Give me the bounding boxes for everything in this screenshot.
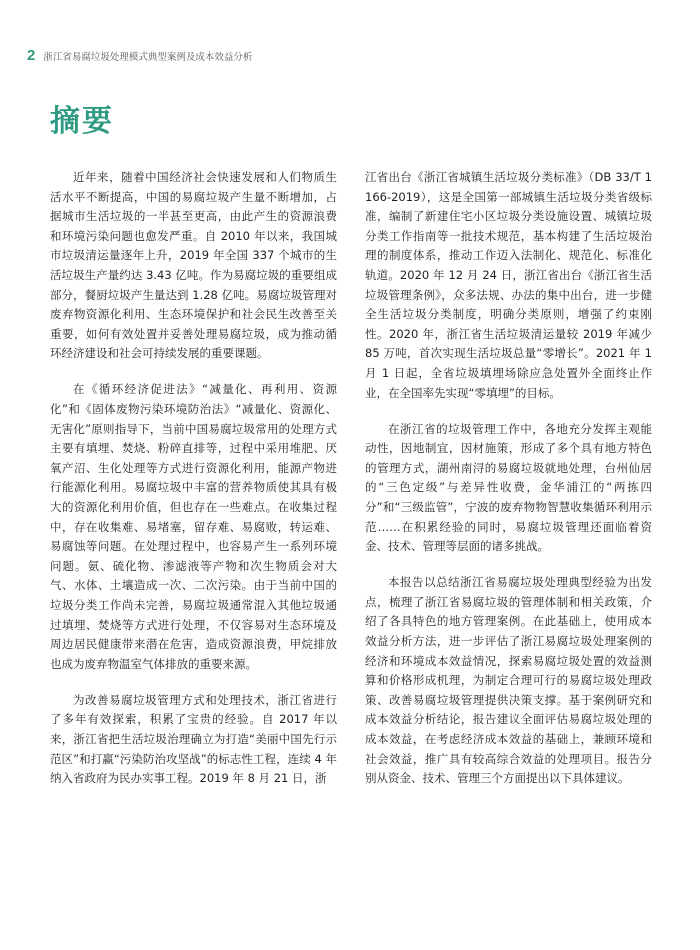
paragraph: 近年来，随着中国经济社会快速发展和人们物质生活水平不断提高，中国的易腐垃圾产生量不断增加，占据城市生活垃圾的一半甚至更高，由此产生的资源浪费和环境污染问题也愈发严重。自 2010 年以来，我国城市垃圾清运量逐年上升，2019 年全国 337 个城市的生活垃圾生产量约达 3.43 亿吨。作为易腐垃圾的重要组成部分，餐厨垃圾产生量达到 1.28 亿吨。易腐垃圾管理对废弃物资源化利用、生态环境保护和社会民生改善至关重要，如何有效处置并妥善处理易腐垃圾，成为推动循环经济建设和社会可持续发展的重要课题。 xyxy=(50,170,337,361)
paragraph: 本报告以总结浙江省易腐垃圾处理典型经验为出发点，梳理了浙江省易腐垃圾的管理体制和相关政策，介绍了各具特色的地方管理案例。在此基础上，使用成本效益分析方法，进一步评估了浙江易腐垃圾处理案例的经济和环境成本效益情况，探索易腐垃圾处置的效益测算和价格形成机理，为制定合理可行的易腐垃圾处理政策、改善易腐垃圾管理提供决策支撑。基于案例研究和成本效益分析结论，报告建议全面评估易腐垃圾处理的成本效益，在考虑经济成本效益的基础上，兼顾环境和社会效益，推广具有较高综合效益的处理项目。报告分别从资金、技术、管理三个方面提出以下具体建议。 xyxy=(365,575,652,786)
page-title: 摘要 xyxy=(50,104,114,139)
page-number: 2 xyxy=(27,47,36,64)
running-title: 浙江省易腐垃圾处理模式典型案例及成本效益分析 xyxy=(43,52,253,63)
page-header xyxy=(27,47,252,64)
left-column xyxy=(50,168,337,805)
paragraph: 在《循环经济促进法》“减量化、再利用、资源化”和《固体废物污染环境防治法》“减量化、资源化、无害化”原则指导下，当前中国易腐垃圾常用的处理方式主要有填埋、焚烧、粉碎直排等，过程中采用堆肥、厌氧产沼、生化处理等方式进行资源化利用，能源产物进行能源化利用。易腐垃圾中丰富的营养物质使其具有极大的资源化利用价值，但也存在一些难点。在收集过程中，存在收集难、易堵塞，留存难、易腐败，转运难、易腐蚀等问题。在处理过程中，也容易产生一系列环境问题。氨、硫化物、渗滤液等产物和次生物质会对大气、水体、土壤造成一次、二次污染。由于当前中国的垃圾分类工作尚未完善，易腐垃圾通常混入其他垃圾通过填埋、焚烧等方式进行处理，不仅容易对生态环境及周边居民健康带来潜在危害，造成资源浪费，甲烷排放也成为废弃物温室气体排放的重要来源。 xyxy=(50,382,337,671)
paragraph: 为改善易腐垃圾管理方式和处理技术，浙江省进行了多年有效探索，积累了宝贵的经验。自 2017 年以来，浙江省把生活垃圾治理确立为打造“美丽中国先行示范区”和打赢“污染防治攻坚战”的标志性工程，连续 4 年纳入省政府为民办实事工程。2019 年 8 月 21 日，浙 xyxy=(50,692,337,786)
paragraph-continued: 江省出台《浙江省城镇生活垃圾分类标准》（DB 33/T 1166-2019），这是全国第一部城镇生活垃圾分类省级标准，编制了新建住宅小区垃圾分类设施设置、城镇垃圾分类工作指南等一批技术规范，基本构建了生活垃圾治理的制度体系，推动工作迈入法制化、规范化、标准化轨道。2020 年 12 月 24 日，浙江省出台《浙江省生活垃圾管理条例》，众多法规、办法的集中出台，进一步健全生活垃圾分类制度，明确分类原则，增强了约束刚性。2020 年，浙江省生活垃圾清运量较 2019 年减少 85 万吨，首次实现生活垃圾总量“零增长”。2021 年 1 月 1 日起，全省垃圾填埋场除应急处置外全面终止作业，在全国率先实现“零填埋”的目标。 xyxy=(365,170,652,400)
paragraph: 在浙江省的垃圾管理工作中，各地充分发挥主观能动性，因地制宜，因材施策，形成了多个具有地方特色的管理方式，湖州南浔的易腐垃圾就地处理，台州仙居的“三色定级”与差异性收费，金华浦江的“两拣四分”和“三级监管”，宁波的废弃物物智慧收集循环利用示范……在积累经验的同时，易腐垃圾管理还面临着资金、技术、管理等层面的诸多挑战。 xyxy=(365,421,652,554)
right-column xyxy=(365,168,652,805)
